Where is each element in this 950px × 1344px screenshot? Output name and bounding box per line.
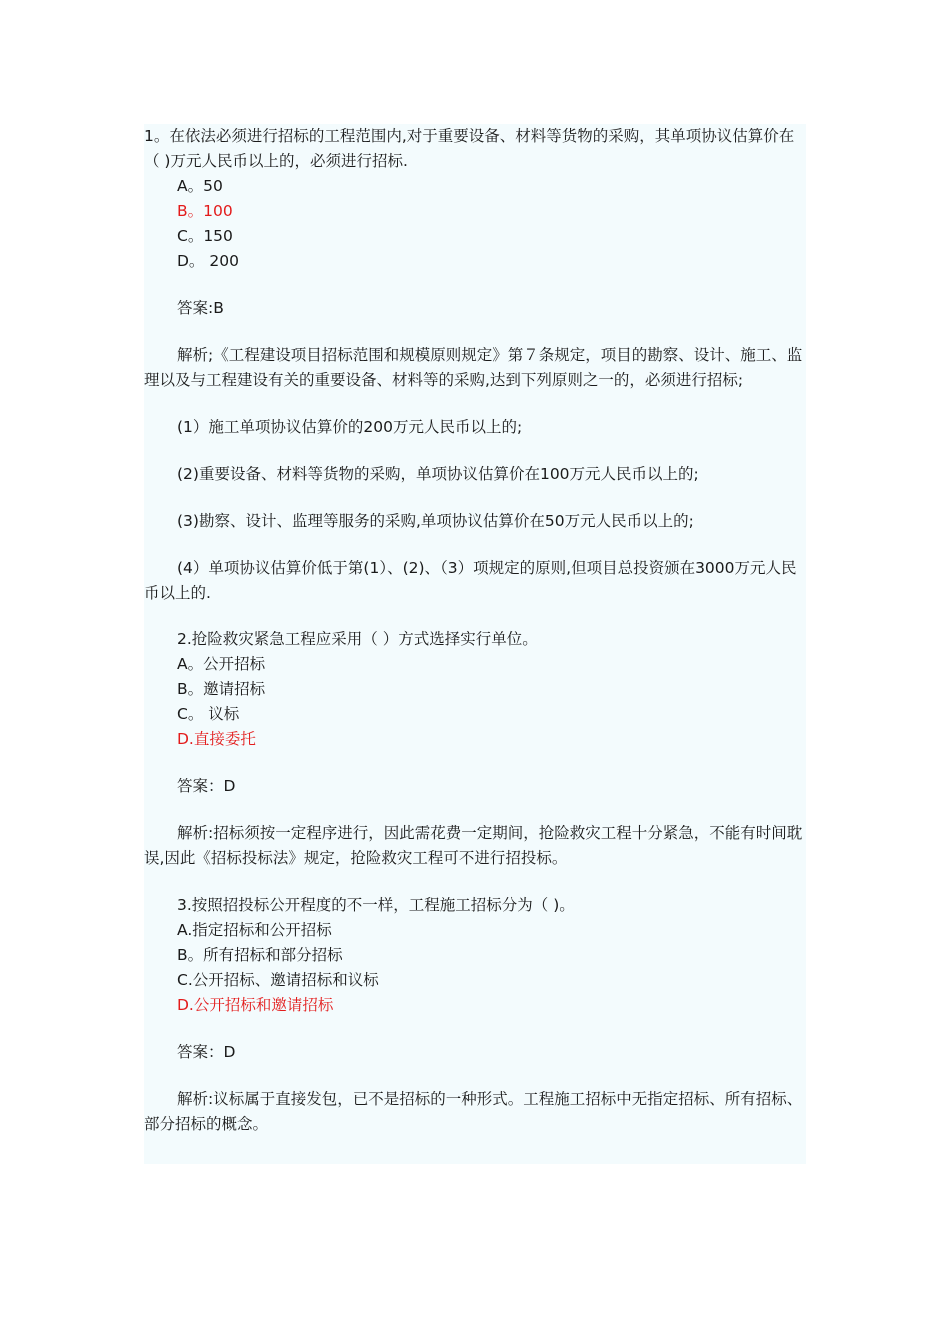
spacer — [144, 534, 806, 556]
spacer — [144, 393, 806, 415]
question-1-rule-2: (2)重要设备、材料等货物的采购，单项协议估算价在100万元人民币以上的; — [177, 465, 699, 483]
question-1-answer: 答案:B — [177, 299, 224, 317]
question-3-option-b: B。所有招标和部分招标 — [177, 946, 343, 964]
question-1-option-c: C。150 — [177, 227, 233, 245]
spacer — [144, 799, 806, 821]
spacer — [144, 606, 806, 627]
question-3-option-d-correct: D.公开招标和邀请招标 — [177, 996, 334, 1014]
question-1-option-d: D。 200 — [177, 252, 239, 270]
question-3-option-c: C.公开招标、邀请招标和议标 — [177, 971, 379, 989]
question-2-option-b: B。邀请招标 — [177, 680, 266, 698]
question-1-analysis: 解析;《工程建设项目招标范围和规模原则规定》第７条规定，项目的勘察、设计、施工、监理以及与工程建设有关的重要设备、材料等的采购,达到下列原则之一的，必须进行招标; — [144, 346, 803, 389]
question-3-stem: 3.按照招投标公开程度的不一样，工程施工招标分为（ )。 — [177, 896, 575, 914]
question-2-analysis: 解析:招标须按一定程序进行，因此需花费一定期间，抢险救灾工程十分紧急，不能有时间耽误,因此《招标投标法》规定，抢险救灾工程可不进行招投标。 — [144, 824, 803, 867]
spacer — [144, 440, 806, 462]
question-1-rule-3: (3)勘察、设计、监理等服务的采购,单项协议估算价在50万元人民币以上的; — [177, 512, 694, 530]
question-2-option-a: A。公开招标 — [177, 655, 266, 673]
question-1-option-b-correct: B。100 — [177, 202, 233, 220]
spacer — [144, 871, 806, 893]
spacer — [144, 487, 806, 509]
spacer — [144, 321, 806, 343]
question-1-stem: 1。在依法必须进行招标的工程范围内,对于重要设备、材料等货物的采购，其单项协议估算价在（ )万元人民币以上的，必须进行招标. — [144, 127, 795, 170]
spacer — [144, 1018, 806, 1040]
question-2-option-c: C。 议标 — [177, 705, 240, 723]
spacer — [144, 1065, 806, 1087]
question-2-option-d-correct: D.直接委托 — [177, 730, 256, 748]
spacer — [144, 752, 806, 774]
question-1-rule-4: (4）单项协议估算价低于第(1）、(2)、（3）项规定的原则,但项目总投资颁在3000万元人民币以上的. — [144, 559, 797, 602]
question-3-option-a: A.指定招标和公开招标 — [177, 921, 332, 939]
spacer — [144, 274, 806, 296]
document-content — [144, 124, 806, 1137]
question-2-answer: 答案：D — [177, 777, 236, 795]
question-3-answer: 答案：D — [177, 1043, 236, 1061]
question-1-rule-1: (1）施工单项协议估算价的200万元人民币以上的; — [177, 418, 523, 436]
question-3-analysis: 解析:议标属于直接发包，已不是招标的一种形式。工程施工招标中无指定招标、所有招标、部分招标的概念。 — [144, 1090, 803, 1133]
question-2-stem: 2.抢险救灾紧急工程应采用（ ）方式选择实行单位。 — [177, 630, 538, 648]
question-1-option-a: A。50 — [177, 177, 223, 195]
